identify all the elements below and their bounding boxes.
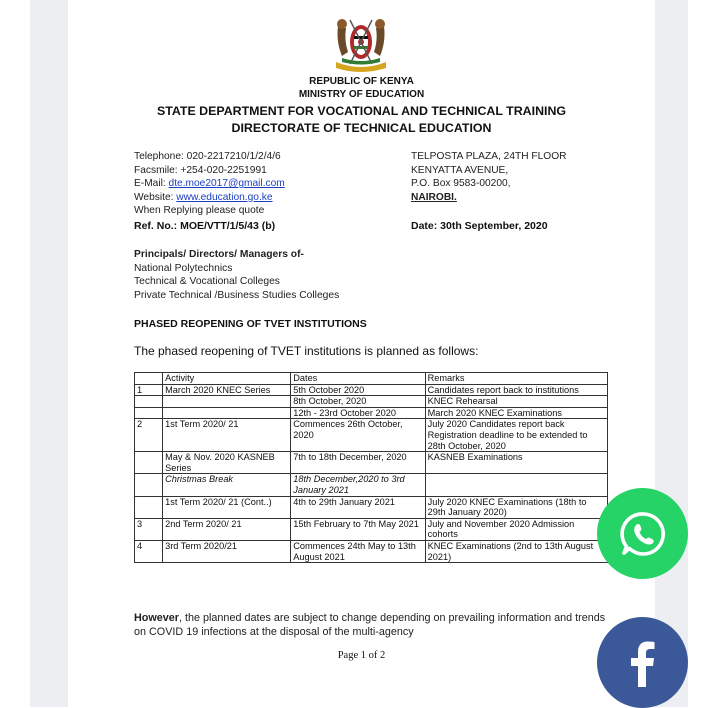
recipient-line: Technical & Vocational Colleges [134,276,280,288]
subject-line: PHASED REOPENING OF TVET INSTITUTIONS [134,318,367,330]
recipients-block [134,248,339,302]
table-cell [135,474,163,496]
table-cell: 1st Term 2020/ 21 [163,419,291,452]
coat-of-arms-icon [330,12,392,74]
table-header-cell: Activity [163,373,291,385]
table-cell: 3rd Term 2020/21 [163,540,291,562]
email-row [134,177,285,191]
table-cell: 2 [135,419,163,452]
recipient-line: Private Technical /Business Studies Colleges [134,289,340,301]
table-cell: March 2020 KNEC Examinations [425,407,607,419]
table-header-cell: Remarks [425,373,607,385]
table-cell: 4 [135,540,163,562]
table-cell [163,407,291,419]
table-row [135,396,608,408]
address-line-2: KENYATTA AVENUE, [411,164,509,176]
table-cell: 1 [135,384,163,396]
table-header-row [135,373,608,385]
reference-number: Ref. No.: MOE/VTT/1/5/43 (b) [134,220,276,232]
whatsapp-icon [617,508,669,560]
email-label: E-Mail: [134,178,169,190]
table-cell: 4th to 29th January 2021 [291,496,425,518]
table-row [135,518,608,540]
left-gutter [30,0,68,707]
table-row [135,384,608,396]
table-cell [425,474,607,496]
email-link[interactable]: dte.moe2017@gmail.com [168,178,285,190]
table-cell: 8th October, 2020 [291,396,425,408]
table-cell: 18th December,2020 to 3rd January 2021 [291,474,425,496]
reply-note: When Replying please quote [134,205,265,217]
telephone: Telephone: 020-2217210/1/2/4/6 [134,151,281,162]
intro-paragraph: The phased reopening of TVET institutions is planned as follows: [134,344,479,358]
recipient-line: National Polytechnics [134,262,233,274]
table-header-cell [135,373,163,385]
table-cell: 1st Term 2020/ 21 (Cont..) [163,496,291,518]
table-cell: 12th - 23rd October 2020 [291,407,425,419]
letterhead-republic: REPUBLIC OF KENYA [309,76,414,87]
address-city: NAIROBI. [411,191,457,203]
document-page [68,0,655,707]
table-cell [135,407,163,419]
recipients-heading: Principals/ Directors/ Managers of- [134,249,304,260]
table-cell: KNEC Rehearsal [425,396,607,408]
table-cell: Christmas Break [163,474,291,496]
table-row [135,474,608,496]
closing-text: , the planned dates are subject to change depending on prevailing information and trends on COVID 19 infections at the disposal of the multi-agency [134,612,606,638]
table-cell: May & Nov. 2020 KASNEB Series [163,452,291,474]
address-line-1: TELPOSTA PLAZA, 24TH FLOOR [411,151,567,162]
address-line-3: P.O. Box 9583-00200, [411,178,511,190]
right-gutter [655,0,688,707]
table-cell: Commences 24th May to 13th August 2021 [291,540,425,562]
table-cell [135,452,163,474]
table-cell: July 2020 Candidates report back Registration deadline to be extended to 28th October, 2020 [425,419,607,452]
page-number: Page 1 of 2 [337,650,386,661]
table-cell: 3 [135,518,163,540]
table-cell [135,396,163,408]
table-cell: KASNEB Examinations [425,452,607,474]
table-cell: KNEC Examinations (2nd to 13th August 2021) [425,540,607,562]
table-cell: 2nd Term 2020/ 21 [163,518,291,540]
table-header-cell: Dates [291,373,425,385]
address-block [411,150,567,204]
table-row [135,496,608,518]
letter-date: Date: 30th September, 2020 [411,220,548,232]
closing-bold: However [134,612,180,624]
letterhead-directorate: DIRECTORATE OF TECHNICAL EDUCATION [231,121,492,135]
letterhead-department: STATE DEPARTMENT FOR VOCATIONAL AND TECHNICAL TRAINING [156,104,567,118]
facebook-icon [623,637,663,689]
table-cell: July and November 2020 Admission cohorts [425,518,607,540]
table-row [135,452,608,474]
website-link[interactable]: www.education.go.ke [176,191,273,203]
letterhead-ministry: MINISTRY OF EDUCATION [298,89,425,100]
table-cell: 5th October 2020 [291,384,425,396]
whatsapp-share-button[interactable] [597,488,688,579]
table-row [135,407,608,419]
table-cell: 15th February to 7th May 2021 [291,518,425,540]
closing-paragraph [134,612,620,640]
table-row [135,540,608,562]
website-label: Website: [134,191,177,203]
table-cell [135,496,163,518]
table-cell [163,396,291,408]
table-cell: Candidates report back to institutions [425,384,607,396]
table-cell: 7th to 18th December, 2020 [291,452,425,474]
website-row [134,191,285,205]
facebook-share-button[interactable] [597,617,688,708]
table-cell: March 2020 KNEC Series [163,384,291,396]
facsimile: Facsmile: +254-020-2251991 [134,164,267,176]
table-row [135,419,608,452]
contact-block [134,150,285,218]
schedule-table [134,372,608,563]
table-cell: July 2020 KNEC Examinations (18th to 29th January 2020) [425,496,607,518]
table-cell: Commences 26th October, 2020 [291,419,425,452]
